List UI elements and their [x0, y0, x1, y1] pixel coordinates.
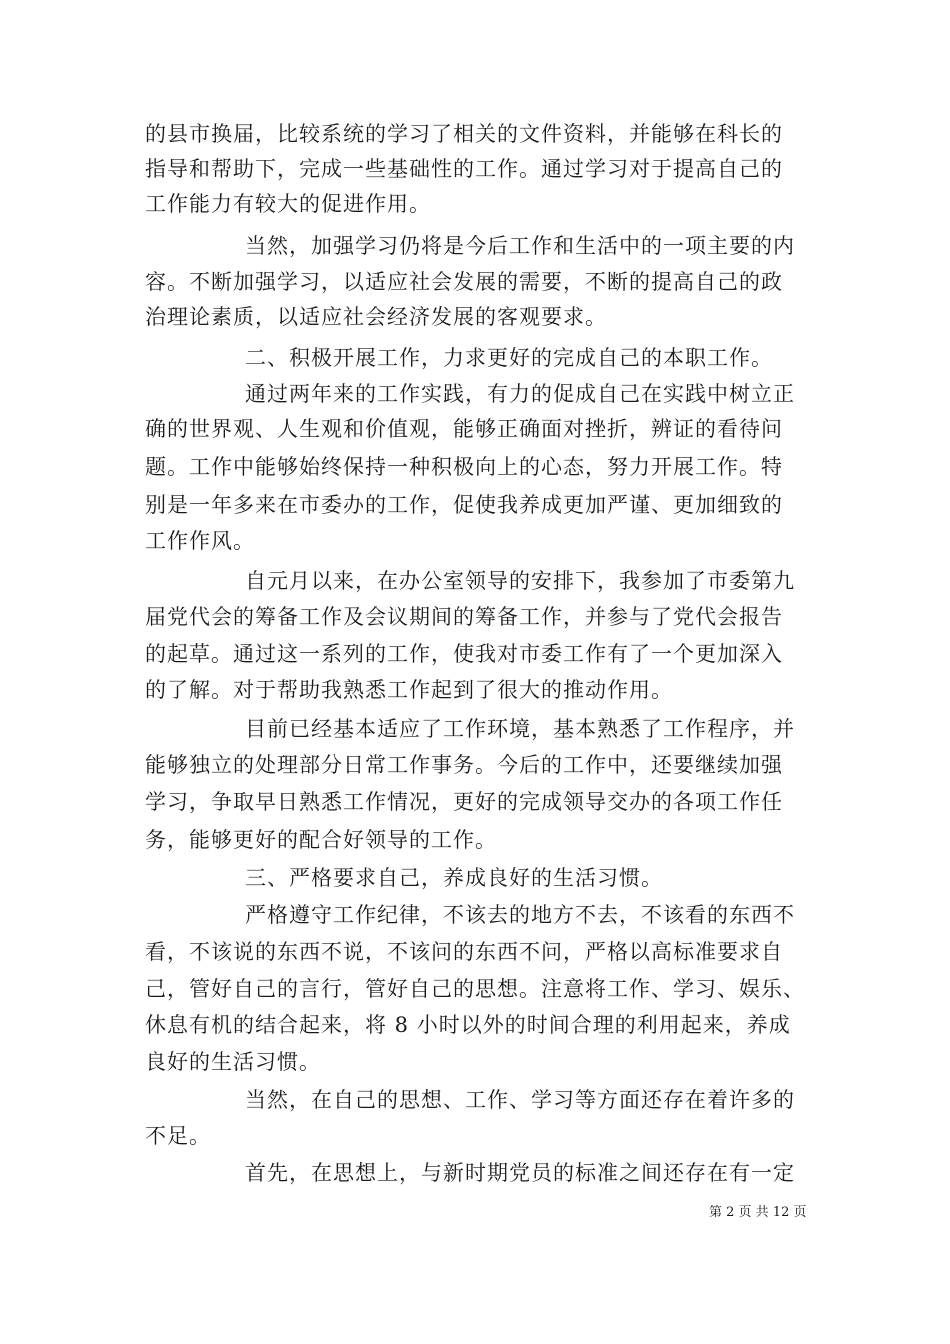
- section-heading-2: 二、积极开展工作，力求更好的完成自己的本职工作。: [245, 346, 773, 370]
- text-line: 良好的生活习惯。: [145, 1050, 321, 1074]
- text-line: 题。工作中能够始终保持一种积极向上的心态，努力开展工作。特: [145, 455, 783, 479]
- text-line: 的了解。对于帮助我熟悉工作起到了很大的推动作用。: [145, 678, 673, 702]
- paragraph-first-line: 通过两年来的工作实践，有力的促成自己在实践中树立正: [245, 382, 795, 406]
- text-line: 能够独立的处理部分日常工作事务。今后的工作中，还要继续加强: [145, 753, 783, 777]
- paragraph-first-line: 目前已经基本适应了工作环境，基本熟悉了工作程序，并: [245, 717, 795, 741]
- text-line: 看，不该说的东西不说，不该问的东西不问，严格以高标准要求自: [145, 940, 783, 964]
- text-line: 容。不断加强学习，以适应社会发展的需要，不断的提高自己的政: [145, 270, 783, 294]
- text-line: 确的世界观、人生观和价值观，能够正确面对挫折，辨证的看待问: [145, 417, 783, 441]
- text-line: 届党代会的筹备工作及会议期间的筹备工作，并参与了党代会报告: [145, 605, 783, 629]
- text-line: 治理论素质，以适应社会经济发展的客观要求。: [145, 305, 607, 329]
- page-number: 第 2 页 共 12 页: [709, 1205, 807, 1220]
- paragraph-first-line: 严格遵守工作纪律，不该去的地方不去，不该看的东西不: [245, 903, 795, 927]
- paragraph-first-line: 自元月以来，在办公室领导的安排下，我参加了市委第九: [245, 569, 795, 593]
- text-line: 不足。: [145, 1124, 211, 1148]
- text-line: 务，能够更好的配合好领导的工作。: [145, 828, 497, 852]
- paragraph-first-line: 当然，在自己的思想、工作、学习等方面还存在着许多的: [245, 1088, 795, 1112]
- text-line: 的县市换届，比较系统的学习了相关的文件资料，并能够在科长的: [145, 122, 783, 146]
- text-line: 指导和帮助下，完成一些基础性的工作。通过学习对于提高自己的: [145, 157, 783, 181]
- text-line: 别是一年多来在市委办的工作，促使我养成更加严谨、更加细致的: [145, 493, 783, 517]
- paragraph-first-line: 当然，加强学习仍将是今后工作和生活中的一项主要的内: [245, 234, 795, 258]
- section-heading-3: 三、严格要求自己，养成良好的生活习惯。: [245, 866, 663, 890]
- text-line: 的起草。通过这一系列的工作，使我对市委工作有了一个更加深入: [145, 642, 783, 666]
- text-line: 己，管好自己的言行，管好自己的思想。注意将工作、学习、娱乐、: [145, 977, 805, 1001]
- text-line: 工作作风。: [145, 529, 255, 553]
- paragraph-first-line: 首先，在思想上，与新时期党员的标准之间还存在有一定: [245, 1161, 795, 1185]
- text-line: 休息有机的结合起来，将 8 小时以外的时间合理的利用起来，养成: [145, 1013, 791, 1037]
- text-line: 学习，争取早日熟悉工作情况，更好的完成领导交办的各项工作任: [145, 790, 783, 814]
- text-line: 工作能力有较大的促进作用。: [145, 192, 431, 216]
